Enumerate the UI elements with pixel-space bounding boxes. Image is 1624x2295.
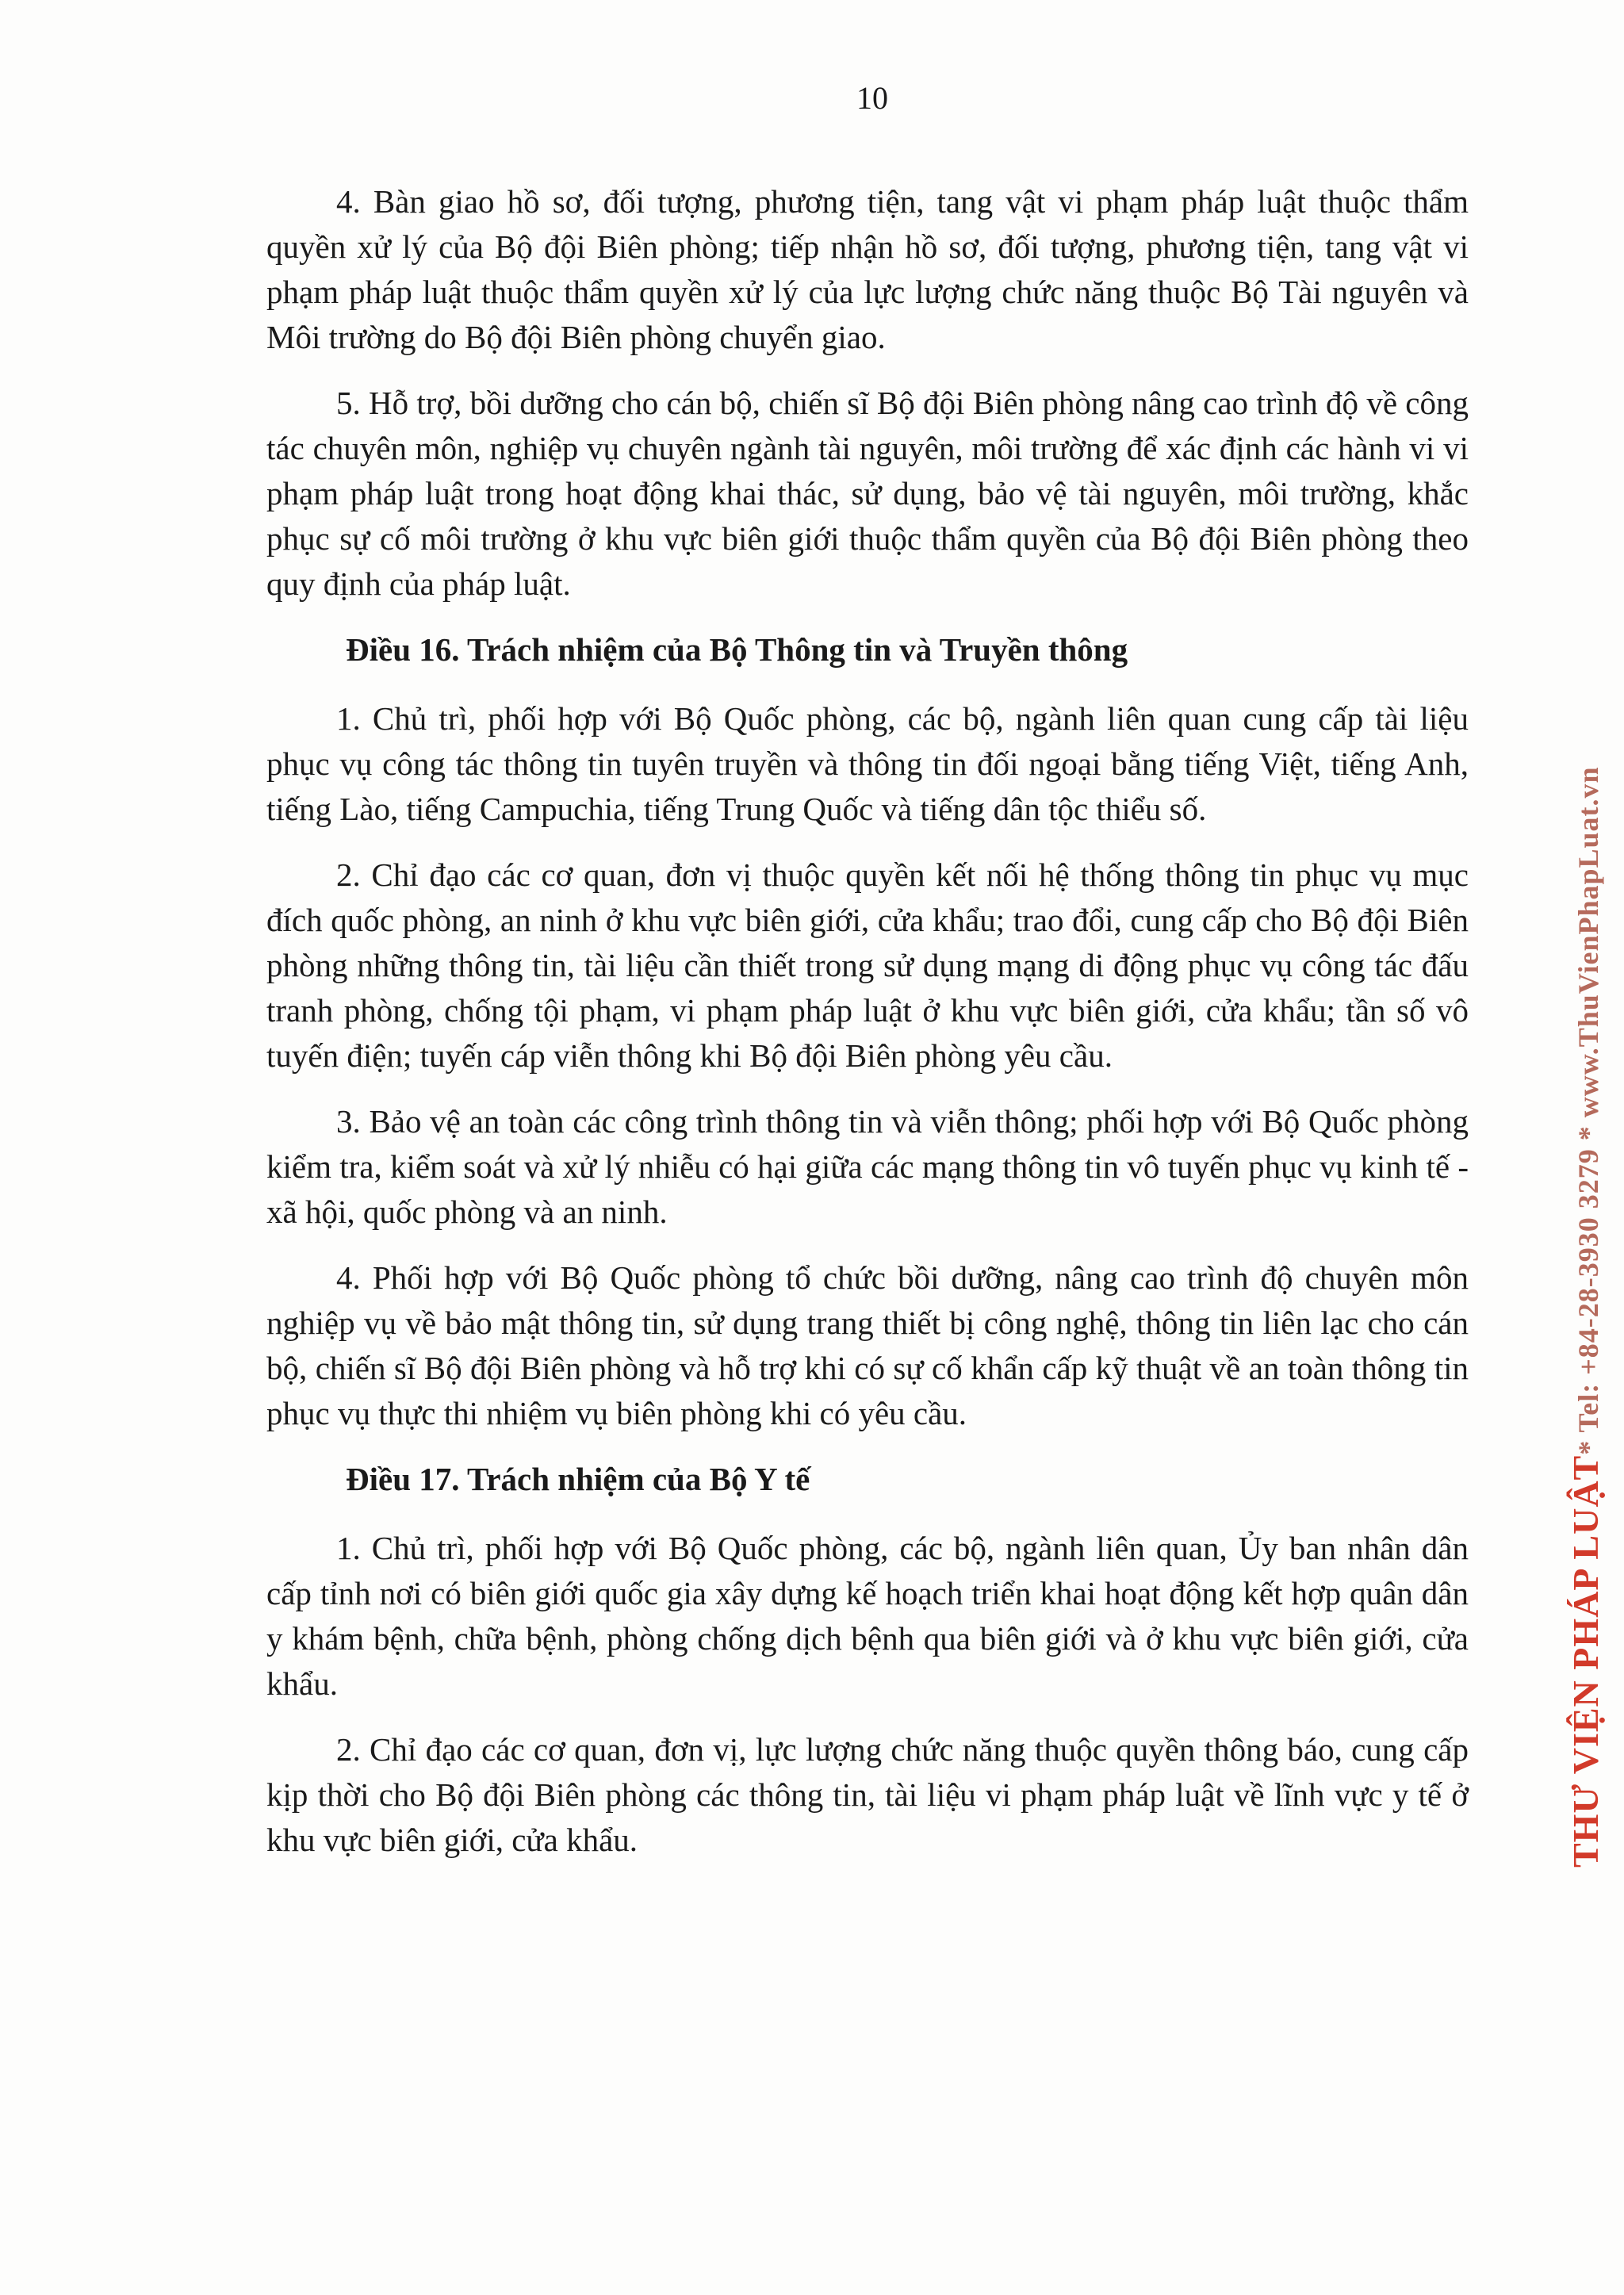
article-16-clause-4: 4. Phối hợp với Bộ Quốc phòng tổ chức bồi dưỡng, nâng cao trình độ chuyên môn nghiệp vụ về bảo mật thông tin, sử dụng trang thiết bị công nghệ, thông tin liên lạc cho cán bộ, chiến sĩ Bộ đội Biên phòng và hỗ trợ khi có sự cố khẩn cấp kỹ thuật về an toàn thông tin phục vụ thực thi nhiệm vụ biên phòng khi có yêu cầu. [266, 1259, 1469, 1431]
article-17-heading: Điều 17. Trách nhiệm của Bộ Y tế [346, 1461, 810, 1497]
article-16-clause-2: 2. Chỉ đạo các cơ quan, đơn vị thuộc quyền kết nối hệ thống thông tin phục vụ mục đích quốc phòng, an ninh ở khu vực biên giới, cửa khẩu; trao đổi, cung cấp cho Bộ đội Biên phòng những thông tin, tài liệu cần thiết trong sử dụng mạng di động phục vụ công tác đấu tranh phòng, chống tội phạm, vi phạm pháp luật ở khu vực biên giới, cửa khẩu; tần số vô tuyến điện; tuyến cáp viễn thông khi Bộ đội Biên phòng yêu cầu. [266, 856, 1469, 1074]
watermark-contact: * Tel: +84-28-3930 3279 * www.ThuVienPhapLuat.vn [1572, 766, 1604, 1455]
article-16-clause-3: 3. Bảo vệ an toàn các công trình thông tin và viễn thông; phối hợp với Bộ Quốc phòng kiểm tra, kiểm soát và xử lý nhiễu có hại giữa các mạng thông tin vô tuyến phục vụ kinh tế - xã hội, quốc phòng và an ninh. [266, 1103, 1469, 1230]
watermark [1564, 766, 1611, 1868]
watermark-brand: THƯ VIỆN PHÁP LUẬT [1565, 1454, 1606, 1868]
page-number: 10 [856, 80, 888, 116]
paragraph-4-ban-giao: 4. Bàn giao hồ sơ, đối tượng, phương tiện, tang vật vi phạm pháp luật thuộc thẩm quyền xử lý của Bộ đội Biên phòng; tiếp nhận hồ sơ, đối tượng, phương tiện, tang vật vi phạm pháp luật thuộc thẩm quyền xử lý của lực lượng chức năng thuộc Bộ Tài nguyên và Môi trường do Bộ đội Biên phòng chuyển giao. [266, 183, 1469, 355]
document-body [266, 179, 1469, 1883]
paragraph-5-ho-tro: 5. Hỗ trợ, bồi dưỡng cho cán bộ, chiến sĩ Bộ đội Biên phòng nâng cao trình độ về công tác chuyên môn, nghiệp vụ chuyên ngành tài nguyên, môi trường để xác định các hành vi vi phạm pháp luật trong hoạt động khai thác, sử dụng, bảo vệ tài nguyên, môi trường, khắc phục sự cố môi trường ở khu vực biên giới thuộc thẩm quyền của Bộ đội Biên phòng theo quy định của pháp luật. [266, 385, 1469, 602]
article-17-clause-2: 2. Chỉ đạo các cơ quan, đơn vị, lực lượng chức năng thuộc quyền thông báo, cung cấp kịp thời cho Bộ đội Biên phòng các thông tin, tài liệu vi phạm pháp luật về lĩnh vực y tế ở khu vực biên giới, cửa khẩu. [266, 1731, 1469, 1858]
article-17-clause-1: 1. Chủ trì, phối hợp với Bộ Quốc phòng, các bộ, ngành liên quan, Ủy ban nhân dân cấp tỉnh nơi có biên giới quốc gia xây dựng kế hoạch triển khai hoạt động kết hợp quân dân y khám bệnh, chữa bệnh, phòng chống dịch bệnh qua biên giới và ở khu vực biên giới, cửa khẩu. [266, 1530, 1469, 1702]
article-16-clause-1: 1. Chủ trì, phối hợp với Bộ Quốc phòng, các bộ, ngành liên quan cung cấp tài liệu phục vụ công tác thông tin tuyên truyền và thông tin đối ngoại bằng tiếng Việt, tiếng Anh, tiếng Lào, tiếng Campuchia, tiếng Trung Quốc và tiếng dân tộc thiểu số. [266, 700, 1469, 827]
article-16-heading: Điều 16. Trách nhiệm của Bộ Thông tin và Truyền thông [346, 631, 1128, 668]
